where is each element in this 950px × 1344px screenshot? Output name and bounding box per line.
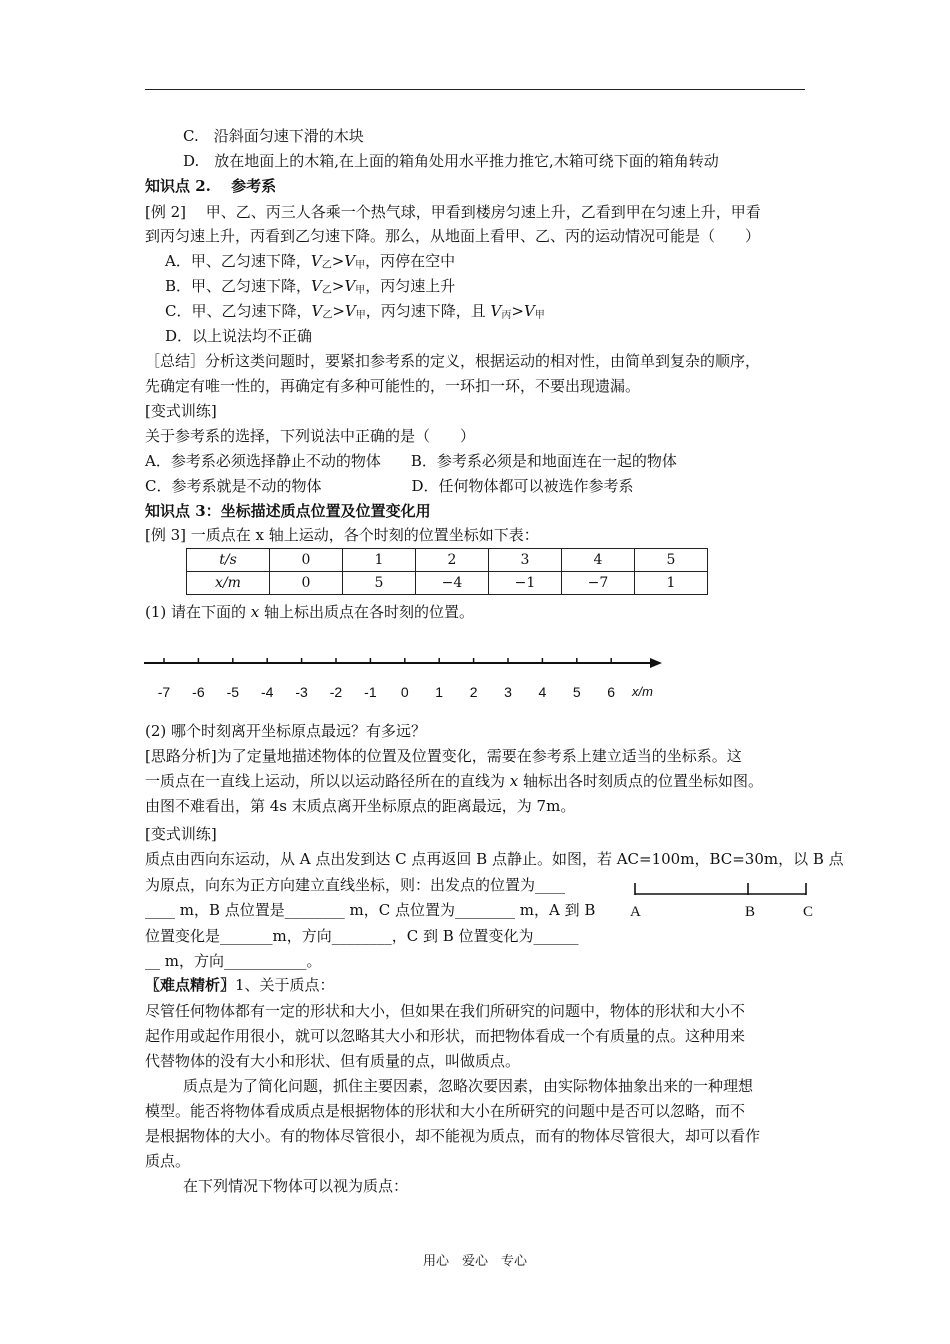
axis-tick-label: 3 — [504, 684, 512, 700]
question-2: (2) 哪个时刻离开坐标原点最远？有多远？ — [145, 722, 427, 740]
axis-tick-label: -3 — [295, 684, 308, 700]
axis-tick-label: -7 — [157, 684, 171, 700]
table-header-cell: t/s — [187, 549, 270, 572]
option-c-text: C. 沿斜面匀速下滑的木块 — [183, 127, 364, 145]
table-cell: 2 — [416, 549, 489, 572]
difficulty-p1-line3: 代替物体的没有大小和形状、但有质量的点，叫做质点。 — [145, 1052, 521, 1070]
section-3-title: 知识点 3：坐标描述质点位置及位置变化用 — [145, 502, 431, 520]
table-cell: 5 — [343, 572, 416, 595]
abc-segment-diagram — [630, 878, 810, 900]
variant-2-line4: 位置变化是_______m，方向________，C 到 B 位置变化为______ — [145, 927, 579, 945]
variant-2-line5: __ m，方向___________。 — [145, 952, 322, 970]
summary-line2: 先确定有唯一性的，再确定有多种可能性的，一环扣一环，不要出现遗漏。 — [145, 377, 641, 395]
table-cell: 5 — [635, 549, 708, 572]
axis-tick-label: -5 — [226, 684, 240, 700]
variant-question-1: 关于参考系的选择，下列说法中正确的是（ ） — [145, 427, 476, 445]
position-table — [186, 548, 708, 595]
difficulty-p2-line4: 质点。 — [145, 1152, 191, 1170]
table-cell: −7 — [562, 572, 635, 595]
header-rule — [145, 89, 805, 90]
example-2-option-d: D．以上说法均不正确 — [165, 327, 313, 345]
table-header-cell: x/m — [187, 572, 270, 595]
point-c-label: C — [803, 904, 814, 920]
summary-line1: ［总结］分析这类问题时，要紧扣参考系的定义，根据运动的相对性，由简单到复杂的顺序， — [145, 352, 761, 370]
example-2-line1: [例 2] 甲、乙、丙三人各乘一个热气球，甲看到楼房匀速上升，乙看到甲在匀速上升，甲看 — [145, 203, 761, 221]
example-2-option-a: A．甲、乙匀速下降，$V_乙>V_甲$，丙停在空中 — [165, 252, 456, 271]
variant-options-ab: A．参考系必须选择静止不动的物体 B．参考系必须是和地面连在一起的物体 — [145, 452, 677, 470]
variant-2-line3: ____ m，B 点位置是________ m，C 点位置为________ m，A 到 B — [145, 901, 596, 919]
axis-tick-label: -4 — [260, 684, 274, 700]
axis-tick-label: -1 — [364, 684, 377, 700]
variant-options-cd: C．参考系就是不动的物体 D．任何物体都可以被选作参考系 — [145, 477, 634, 495]
difficulty-p3: 在下列情况下物体可以视为质点： — [183, 1177, 409, 1195]
difficulty-p1-line1: 尽管任何物体都有一定的形状和大小，但如果在我们所研究的问题中，物体的形状和大小不 — [145, 1002, 746, 1020]
difficulty-p2-line3: 是根据物体的大小。有的物体尽管很小，却不能视为质点，而有的物体尽管很大，却可以看作 — [145, 1127, 761, 1145]
table-cell: −1 — [489, 572, 562, 595]
point-b-label: B — [745, 904, 756, 920]
table-row — [187, 549, 708, 572]
point-a-label: A — [630, 904, 641, 920]
axis-arrow-icon — [650, 658, 662, 668]
table-cell: 1 — [635, 572, 708, 595]
axis-tick-label: 2 — [469, 684, 478, 700]
variant-label-1: [变式训练] — [145, 402, 217, 420]
table-cell: 1 — [343, 549, 416, 572]
axis-tick-label: 5 — [572, 684, 581, 700]
table-cell: 0 — [270, 549, 343, 572]
question-1: (1) 请在下面的 x 轴上标出质点在各时刻的位置。 — [145, 603, 475, 621]
axis-tick-label: 4 — [538, 684, 547, 700]
variant-label-2: [变式训练] — [145, 825, 217, 843]
analysis-line2: 一质点在一直线上运动，所以以运动路径所在的直线为 x 轴标出各时刻质点的位置坐标如图。 — [145, 772, 764, 790]
table-cell: 0 — [270, 572, 343, 595]
page-footer: 用心 爱心 专心 — [422, 1254, 527, 1269]
axis-tick-label: -2 — [329, 684, 343, 700]
example-2-option-b: B．甲、乙匀速下降，$V_乙>V_甲$，丙匀速上升 — [165, 277, 456, 296]
difficulty-p2-line2: 模型。能否将物体看成质点是根据物体的形状和大小在所研究的问题中是否可以忽略，而不 — [145, 1102, 746, 1120]
difficulty-title: 〖难点精析〗1、关于质点： — [145, 976, 335, 994]
x-axis-number-line — [140, 650, 670, 680]
example-2-option-c: C．甲、乙匀速下降，$V_乙>V_甲$，丙匀速下降，且 $V_丙>V_甲$ — [165, 302, 545, 321]
table-row — [187, 572, 708, 595]
variant-2-line1: 质点由西向东运动，从 A 点出发到达 C 点再返回 B 点静止。如图，若 AC=100m，BC=30m，以 B 点 — [145, 850, 844, 868]
difficulty-p2-line1: 质点是为了简化问题，抓住主要因素，忽略次要因素，由实际物体抽象出来的一种理想 — [183, 1077, 754, 1095]
axis-tick-label: 1 — [435, 684, 444, 700]
analysis-line3: 由图不难看出，第 4s 末质点离开坐标原点的距离最远，为 7m。 — [145, 797, 576, 815]
option-d-text: D. 放在地面上的木箱,在上面的箱角处用水平推力推它,木箱可绕下面的箱角转动 — [183, 152, 719, 170]
axis-tick-label: 6 — [607, 684, 616, 700]
difficulty-p1-line2: 起作用或起作用很小，就可以忽略其大小和形状，而把物体看成一个有质量的点。这种用来 — [145, 1027, 746, 1045]
axis-unit-label: x/m — [632, 684, 653, 699]
axis-tick-label: -6 — [192, 684, 205, 700]
example-3-intro: [例 3] 一质点在 x 轴上运动，各个时刻的位置坐标如下表： — [145, 526, 539, 544]
table-cell: −4 — [416, 572, 489, 595]
table-cell: 3 — [489, 549, 562, 572]
axis-tick-label: 0 — [400, 684, 409, 700]
analysis-line1: [思路分析]为了定量地描述物体的位置及位置变化，需要在参考系上建立适当的坐标系。这 — [145, 747, 742, 765]
section-2-title: 知识点 2. 参考系 — [145, 177, 277, 195]
example-2-line2: 到丙匀速上升，丙看到乙匀速下降。那么，从地面上看甲、乙、丙的运动情况可能是（ ） — [145, 227, 761, 245]
table-cell: 4 — [562, 549, 635, 572]
variant-2-line2: 为原点，向东为正方向建立直线坐标，则：出发点的位置为____ — [145, 876, 566, 894]
